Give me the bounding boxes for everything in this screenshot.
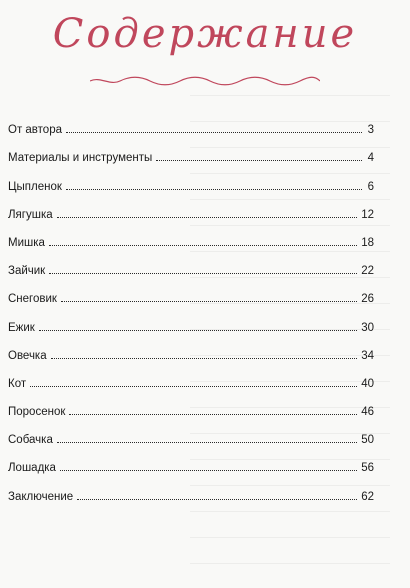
toc-entry-title: От автора [8, 124, 62, 137]
toc-entry-title: Собачка [8, 434, 53, 447]
toc-entry-porosenok[interactable] [8, 390, 374, 418]
toc-entry-title: Снеговик [8, 293, 57, 306]
toc-entry-ezhik[interactable] [8, 305, 374, 333]
toc-entry-zaichik[interactable] [8, 249, 374, 277]
dot-leader [51, 358, 358, 359]
toc-entry-page: 30 [361, 321, 374, 334]
toc-entry-title: Лягушка [8, 208, 53, 221]
toc-entry-title: Материалы и инструменты [8, 152, 153, 165]
toc-entry-zaklyuchenie[interactable] [8, 474, 374, 502]
toc-entry-title: Заключение [8, 490, 74, 503]
toc-entry-title: Мишка [8, 236, 45, 249]
dot-leader [66, 189, 362, 190]
title-ornament [90, 76, 320, 86]
table-of-contents [8, 108, 374, 503]
toc-entry-materialy[interactable] [8, 136, 374, 164]
page-title: Содержание [52, 11, 358, 57]
dot-leader [49, 245, 357, 246]
toc-entry-page: 12 [361, 208, 374, 221]
toc-entry-page: 3 [367, 124, 374, 137]
toc-entry-snegovik[interactable] [8, 277, 374, 305]
toc-entry-title: Ежик [8, 321, 35, 334]
toc-entry-title: Зайчик [8, 265, 46, 278]
dot-leader [39, 330, 357, 331]
toc-entry-page: 62 [361, 490, 374, 503]
toc-entry-kot[interactable] [8, 362, 374, 390]
toc-entry-page: 50 [361, 434, 374, 447]
dot-leader [30, 386, 357, 387]
dot-leader [61, 301, 357, 302]
toc-entry-page: 18 [361, 236, 374, 249]
dot-leader [57, 217, 358, 218]
toc-entry-ot-avtora[interactable] [8, 108, 374, 136]
toc-entry-loshadka[interactable] [8, 446, 374, 474]
toc-entry-page: 40 [361, 377, 374, 390]
toc-entry-title: Овечка [8, 349, 47, 362]
toc-entry-page: 56 [361, 462, 374, 475]
toc-entry-title: Поросенок [8, 406, 66, 419]
toc-entry-title: Лошадка [8, 462, 56, 475]
toc-entry-page: 4 [367, 152, 374, 165]
toc-entry-page: 26 [361, 293, 374, 306]
toc-entry-page: 34 [361, 349, 374, 362]
dot-leader [49, 273, 357, 274]
toc-entry-lyagushka[interactable] [8, 193, 374, 221]
toc-entry-page: 22 [361, 265, 374, 278]
dot-leader [156, 160, 362, 161]
dot-leader [60, 470, 357, 471]
toc-entry-title: Кот [8, 377, 27, 390]
toc-entry-sobachka[interactable] [8, 418, 374, 446]
toc-entry-page: 46 [361, 406, 374, 419]
toc-entry-tsyplenok[interactable] [8, 164, 374, 192]
dot-leader [57, 442, 357, 443]
dot-leader [69, 414, 357, 415]
toc-entry-title: Цыпленок [8, 180, 62, 193]
dot-leader [77, 499, 357, 500]
dot-leader [66, 132, 362, 133]
toc-entry-mishka[interactable] [8, 221, 374, 249]
toc-entry-page: 6 [367, 180, 374, 193]
toc-entry-ovechka[interactable] [8, 334, 374, 362]
